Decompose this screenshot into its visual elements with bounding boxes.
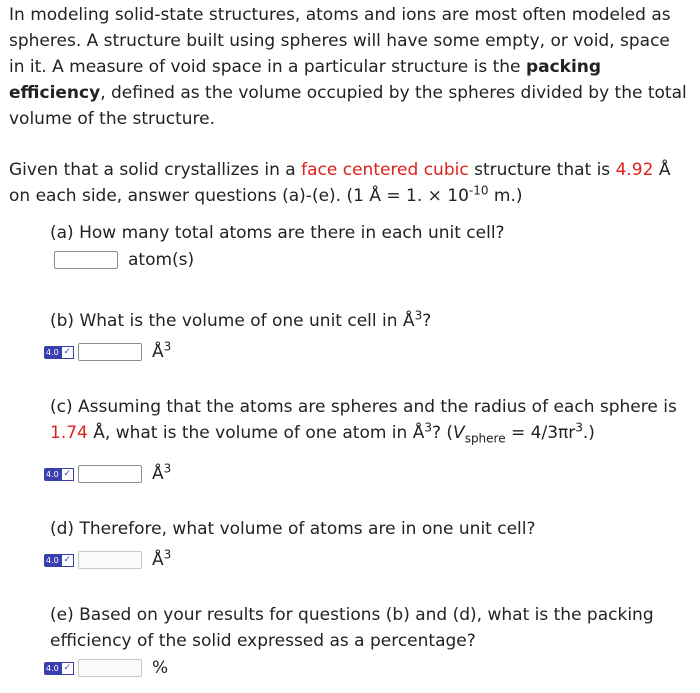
sphere-radius: 1.74 <box>50 423 88 443</box>
check-icon: ✓ <box>61 346 74 359</box>
answer-c-input[interactable] <box>78 465 142 483</box>
answer-e-input[interactable] <box>78 659 142 677</box>
answer-d-unit: $Å^3$ <box>152 547 172 570</box>
question-e: (e) Based on your results for questions (b) and (d), what is the packing efficiency of the solid expressed as a percentage? <box>50 605 654 651</box>
answer-d-input[interactable] <box>78 551 142 569</box>
structure-type: face centered cubic <box>301 160 469 180</box>
answer-b-input[interactable] <box>78 343 142 361</box>
points-badge-d: 4.0 ✓ <box>44 554 74 567</box>
side-length: 4.92 <box>615 160 654 180</box>
points-badge-c: 4.0 ✓ <box>44 468 74 481</box>
answer-a-unit: atom(s) <box>128 250 195 270</box>
points-badge-b: 4.0 ✓ <box>44 346 74 359</box>
answer-c-row <box>44 461 172 484</box>
question-b: (b) What is the volume of one unit cell in $Å^3$? <box>50 308 432 331</box>
check-icon: ✓ <box>61 468 74 481</box>
question-d: (d) Therefore, what volume of atoms are in one unit cell? <box>50 519 536 539</box>
intro-paragraph: In modeling solid-state structures, atoms and ions are most often modeled as spheres. A structure built using spheres will have some empty, or void, space in it. A measure of void space in a particular structure is the packing efficiency, defined as the volume occupied by the spheres divided by the total volume of the structure. <box>9 5 687 129</box>
answer-e-row <box>44 658 168 678</box>
check-icon: ✓ <box>61 662 74 675</box>
answer-e-unit: % <box>152 658 169 678</box>
check-icon: ✓ <box>61 554 74 567</box>
answer-a-input[interactable] <box>54 251 118 269</box>
packing-efficiency-term: packing efficiency <box>9 57 602 103</box>
answer-b-unit: $Å^3$ <box>152 339 172 362</box>
points-badge-e: 4.0 ✓ <box>44 662 74 675</box>
answer-c-unit: $Å^3$ <box>152 461 172 484</box>
answer-b-row <box>44 339 172 362</box>
answer-d-row <box>44 547 172 570</box>
answer-a-row <box>54 250 194 270</box>
given-paragraph: Given that a solid crystallizes in a face centered cubic structure that is 4.92 Å on each side, answer questions (a)-(e). (1 Å = 1. × $10^{-10}$ m.) <box>9 160 671 206</box>
question-c: (c) Assuming that the atoms are spheres and the radius of each sphere is 1.74 Å, what is the volume of one atom in $Å^3$? $(V_{sphere} = 4/3\pi r^3.)$ <box>50 397 677 446</box>
question-a: (a) How many total atoms are there in each unit cell? <box>50 223 505 243</box>
